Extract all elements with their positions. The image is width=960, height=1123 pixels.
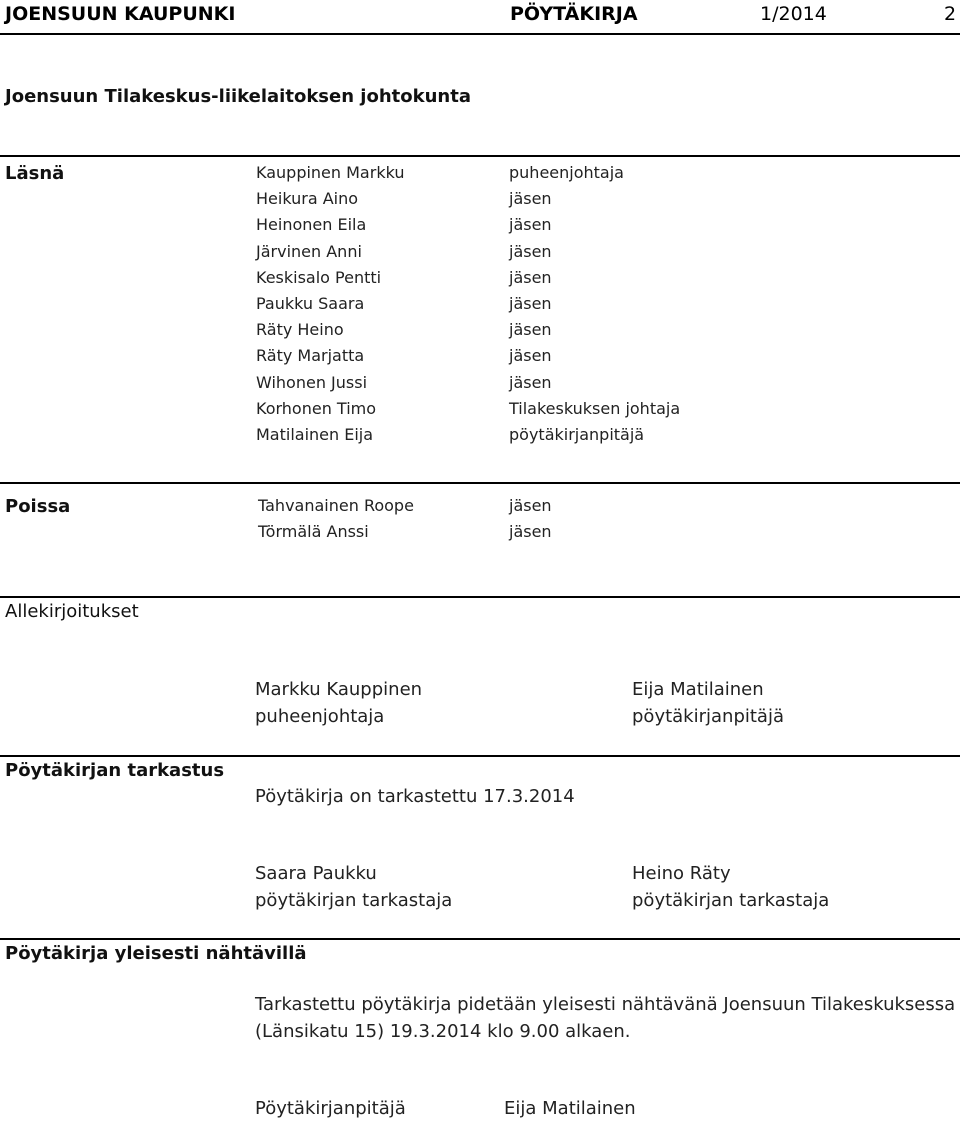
footer-name: Eija Matilainen bbox=[504, 1098, 636, 1119]
present-member-name: Järvinen Anni bbox=[256, 241, 362, 261]
header-divider bbox=[0, 33, 960, 35]
section-divider bbox=[0, 155, 960, 157]
present-names-list bbox=[256, 160, 405, 448]
present-member-role: pöytäkirjanpitäjä bbox=[509, 424, 645, 444]
present-member-role: jäsen bbox=[509, 293, 552, 313]
absent-member-role: jäsen bbox=[509, 522, 552, 542]
present-member-name: Heikura Aino bbox=[256, 189, 359, 209]
section-divider bbox=[0, 938, 960, 940]
present-member-role: puheenjohtaja bbox=[509, 163, 624, 182]
reviewer-2-name: Heino Räty bbox=[632, 863, 731, 884]
absent-member-role: jäsen bbox=[509, 496, 552, 515]
present-member-name: Matilainen Eija bbox=[256, 424, 374, 444]
present-member-name: Räty Heino bbox=[256, 320, 344, 340]
present-member-role: jäsen bbox=[509, 241, 552, 261]
present-member-name: Heinonen Eila bbox=[256, 215, 367, 235]
present-member-role: jäsen bbox=[509, 189, 552, 209]
present-member-name: Wihonen Jussi bbox=[256, 372, 368, 392]
page-number: 2 bbox=[944, 3, 957, 25]
section-divider bbox=[0, 755, 960, 757]
present-member-name: Kauppinen Markku bbox=[256, 163, 405, 182]
secretary-signature-name: Eija Matilainen bbox=[632, 679, 764, 700]
present-section-title: Läsnä bbox=[5, 163, 65, 184]
section-divider bbox=[0, 596, 960, 598]
present-member-name: Paukku Saara bbox=[256, 293, 365, 313]
footer-role: Pöytäkirjanpitäjä bbox=[255, 1098, 406, 1119]
present-member-name: Keskisalo Pentti bbox=[256, 267, 382, 287]
secretary-signature-role: pöytäkirjanpitäjä bbox=[632, 706, 784, 727]
absent-member-name: Tahvanainen Roope bbox=[258, 496, 414, 515]
reviewer-1-name: Saara Paukku bbox=[255, 863, 377, 884]
review-statement: Pöytäkirja on tarkastettu 17.3.2014 bbox=[255, 786, 575, 807]
present-member-role: jäsen bbox=[509, 372, 552, 392]
public-display-line-1: Tarkastettu pöytäkirja pidetään yleisesti nähtävänä Joensuun Tilakeskuksessa bbox=[255, 994, 956, 1015]
absent-roles-list bbox=[509, 493, 552, 545]
chair-signature-name: Markku Kauppinen bbox=[255, 679, 423, 700]
city-name: JOENSUUN KAUPUNKI bbox=[5, 3, 236, 25]
present-roles-list bbox=[509, 160, 680, 448]
board-title: Joensuun Tilakeskus-liikelaitoksen johtokunta bbox=[5, 86, 471, 107]
public-display-line-2: (Länsikatu 15) 19.3.2014 klo 9.00 alkaen. bbox=[255, 1021, 631, 1042]
present-member-role: jäsen bbox=[509, 346, 552, 366]
chair-signature-role: puheenjohtaja bbox=[255, 706, 385, 727]
document-number: 1/2014 bbox=[760, 3, 827, 25]
section-divider bbox=[0, 482, 960, 484]
present-member-role: jäsen bbox=[509, 215, 552, 235]
absent-names-list bbox=[258, 493, 414, 545]
absent-section-title: Poissa bbox=[5, 496, 71, 517]
public-display-section-title: Pöytäkirja yleisesti nähtävillä bbox=[5, 943, 307, 964]
present-member-name: Räty Marjatta bbox=[256, 346, 365, 366]
absent-member-name: Törmälä Anssi bbox=[258, 522, 369, 542]
reviewer-2-role: pöytäkirjan tarkastaja bbox=[632, 890, 830, 911]
present-member-name: Korhonen Timo bbox=[256, 398, 377, 418]
present-member-role: Tilakeskuksen johtaja bbox=[509, 398, 681, 418]
reviewer-1-role: pöytäkirjan tarkastaja bbox=[255, 890, 453, 911]
document-type: PÖYTÄKIRJA bbox=[510, 3, 638, 25]
document-header bbox=[0, 0, 960, 30]
review-section-title: Pöytäkirjan tarkastus bbox=[5, 760, 225, 781]
present-member-role: jäsen bbox=[509, 320, 552, 340]
signatures-section-title: Allekirjoitukset bbox=[5, 601, 139, 622]
present-member-role: jäsen bbox=[509, 267, 552, 287]
